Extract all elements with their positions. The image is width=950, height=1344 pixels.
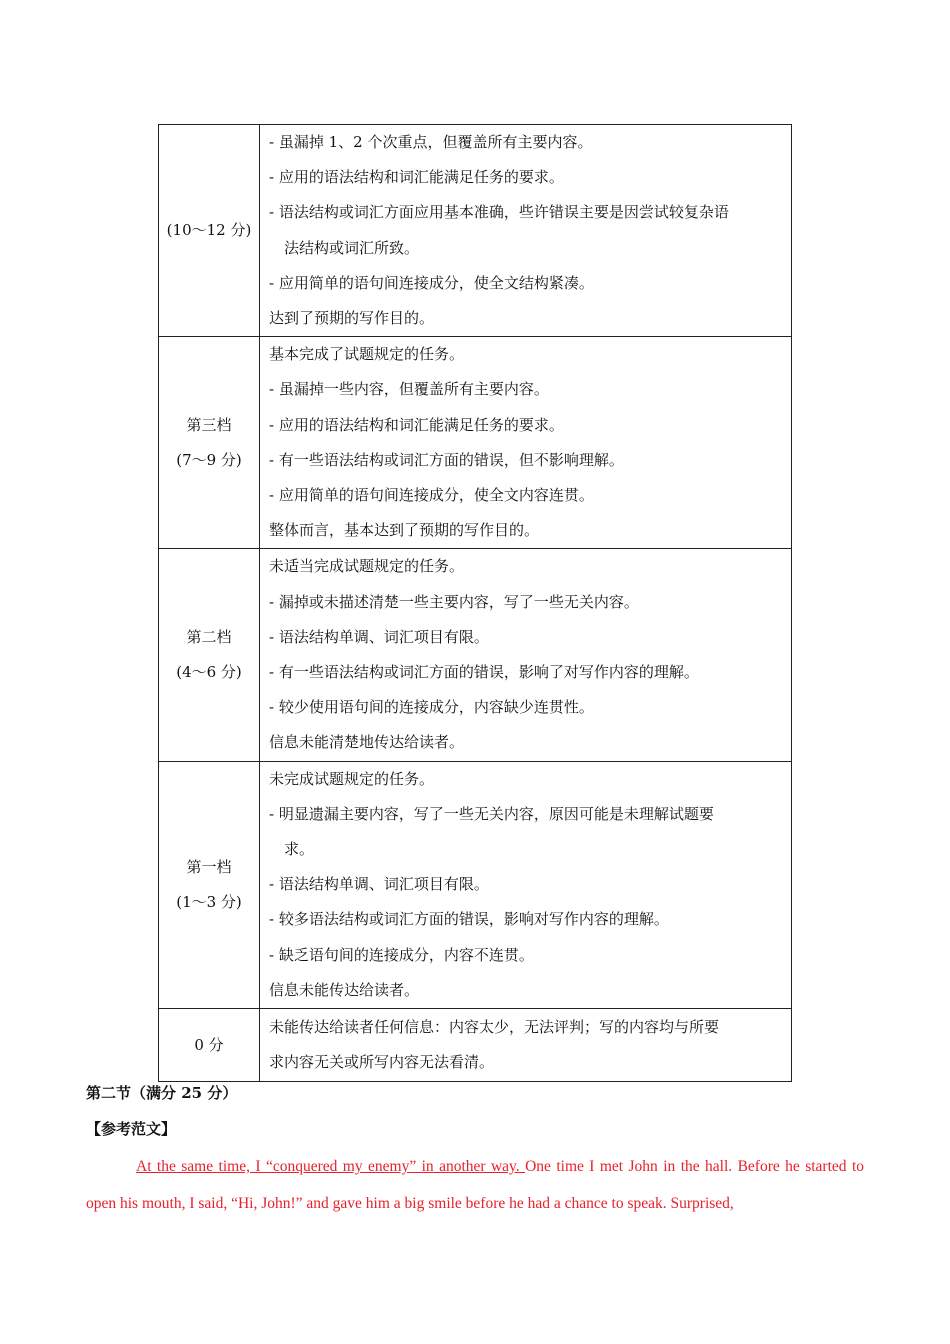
- criteria-line: 整体而言，基本达到了预期的写作目的。: [269, 521, 540, 540]
- level-cell: [159, 1009, 260, 1082]
- criteria-line: 达到了预期的写作目的。: [269, 309, 435, 328]
- level-range: (7～9 分): [176, 450, 242, 469]
- level-name: 第一档: [186, 857, 232, 876]
- criteria-cell: [260, 761, 792, 1008]
- essay-underlined-sentence: At the same time, I “conquered my enemy” in another way.: [136, 1158, 526, 1175]
- sample-essay: [86, 1148, 864, 1222]
- criteria-cell: [260, 549, 792, 761]
- section-heading: 第二节（满分 25 分）: [86, 1084, 238, 1102]
- criteria-line: - 有一些语法结构或词汇方面的错误，但不影响理解。: [269, 450, 624, 469]
- criteria-line: - 应用的语法结构和词汇能满足任务的要求。: [269, 415, 564, 434]
- criteria-line: - 明显遗漏主要内容，写了一些无关内容，原因可能是未理解试题要: [269, 804, 714, 823]
- level-cell: [159, 337, 260, 549]
- level-name: 0 分: [194, 1035, 224, 1054]
- criteria-line: - 有一些语法结构或词汇方面的错误，影响了对写作内容的理解。: [269, 663, 699, 682]
- criteria-line: - 缺乏语句间的连接成分，内容不连贯。: [269, 945, 534, 964]
- rubric-row-level-3: [159, 337, 792, 549]
- criteria-cell: [260, 1009, 792, 1082]
- level-cell: [159, 549, 260, 761]
- criteria-line: 求内容无关或所写内容无法看清。: [269, 1053, 495, 1072]
- criteria-line: - 应用的语法结构和词汇能满足任务的要求。: [269, 168, 564, 187]
- sample-essay-heading: 【参考范文】: [86, 1120, 177, 1138]
- level-range: (4～6 分): [176, 663, 242, 682]
- criteria-line: 未能传达给读者任何信息：内容太少，无法评判；写的内容均与所要: [269, 1017, 720, 1036]
- criteria-line: 信息未能清楚地传达给读者。: [269, 733, 465, 752]
- criteria-line: - 虽漏掉 1、2 个次重点，但覆盖所有主要内容。: [269, 133, 593, 151]
- criteria-line: 求。: [284, 840, 315, 859]
- rubric-row-level-0: [159, 1009, 792, 1082]
- criteria-line: - 虽漏掉一些内容，但覆盖所有主要内容。: [269, 380, 549, 399]
- level-name: 第三档: [186, 415, 232, 434]
- criteria-line: 法结构或词汇所致。: [284, 238, 420, 257]
- criteria-line: - 较少使用语句间的连接成分，内容缺少连贯性。: [269, 698, 594, 717]
- criteria-line: 基本完成了试题规定的任务。: [269, 345, 465, 364]
- level-cell: [159, 761, 260, 1008]
- criteria-line: - 漏掉或未描述清楚一些主要内容，写了一些无关内容。: [269, 592, 639, 611]
- level-name: 第二档: [186, 628, 232, 647]
- criteria-cell: [260, 125, 792, 337]
- criteria-line: 未适当完成试题规定的任务。: [269, 557, 465, 576]
- criteria-line: - 应用简单的语句间连接成分，使全文内容连贯。: [269, 486, 594, 505]
- level-range: (1～3 分): [176, 892, 242, 911]
- criteria-line: - 应用简单的语句间连接成分，使全文结构紧凑。: [269, 273, 594, 292]
- criteria-line: - 语法结构单调、词汇项目有限。: [269, 627, 489, 646]
- rubric-row-level-2: [159, 549, 792, 761]
- rubric-row-level-4: [159, 125, 792, 337]
- criteria-cell: [260, 337, 792, 549]
- rubric-row-level-1: [159, 761, 792, 1008]
- criteria-line: - 语法结构单调、词汇项目有限。: [269, 875, 489, 894]
- criteria-line: 未完成试题规定的任务。: [269, 769, 435, 788]
- criteria-line: - 语法结构或词汇方面应用基本准确，些许错误主要是因尝试较复杂语: [269, 203, 729, 222]
- criteria-line: 信息未能传达给读者。: [269, 980, 420, 999]
- level-range: (10～12 分): [166, 221, 252, 240]
- level-cell: [159, 125, 260, 337]
- essay-text: One time I met John in the hall. Before he started to open his mouth, I said, “Hi, John!” and gave him a big smile before he had a chance to speak. Surprised,: [86, 1158, 864, 1212]
- scoring-rubric-table: [158, 124, 792, 1082]
- criteria-line: - 较多语法结构或词汇方面的错误，影响对写作内容的理解。: [269, 910, 669, 929]
